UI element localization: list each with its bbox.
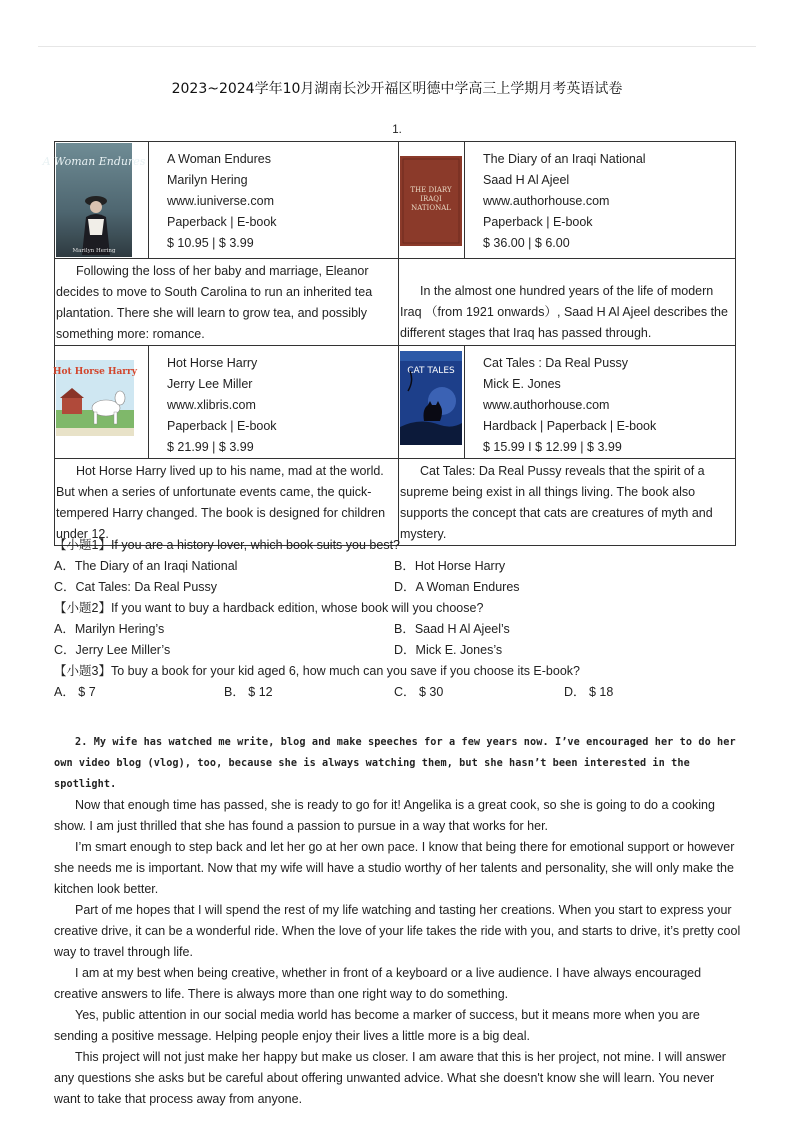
book-author: Marilyn Hering <box>167 173 248 187</box>
book-title: The Diary of an Iraqi National <box>483 152 646 166</box>
cover-title: A Woman Endures <box>42 155 146 168</box>
passage-paragraph: This project will not just make her happy but make us closer. I am aware that this is her project, not mine. I will answer any questions she asks but be careful about offering unwanted advice. What she doesn't know she will learn. You never want to take that process away from anyone. <box>54 1050 726 1106</box>
cover-title: CAT TALES <box>407 366 455 376</box>
table-row <box>55 142 736 259</box>
book-description: Cat Tales: Da Real Pussy reveals that the spirit of a supreme being exist in all things living. The book also supports the concept that cats are creatures of myth and mystery. <box>399 459 736 546</box>
book-description: In the almost one hundred years of the life of modern Iraq （from 1921 onwards）, Saad H Al Ajeel describes the different stages that Iraq has passed through. <box>399 259 736 346</box>
book-formats: Paperback | E-book <box>167 215 277 229</box>
book-title: Cat Tales : Da Real Pussy <box>483 356 628 370</box>
passage-paragraph: Now that enough time has passed, she is ready to go for it! Angelika is a great cook, so she is going to do a cooking show. I am just thrilled that she has found a passion to pursue in a way that works for her. <box>54 798 715 833</box>
reading-passage-2 <box>54 732 744 1110</box>
question-block <box>54 535 754 703</box>
book-author: Mick E. Jones <box>483 377 561 391</box>
book-prices: $ 21.99 | $ 3.99 <box>167 440 254 454</box>
question-number: 1. <box>392 124 402 136</box>
book-formats: Paperback | E-book <box>167 419 277 433</box>
book-author: Saad H Al Ajeel <box>483 173 570 187</box>
book-prices: $ 36.00 | $ 6.00 <box>483 236 570 250</box>
book-formats: Hardback | Paperback | E-book <box>483 419 657 433</box>
book-website: www.authorhouse.com <box>483 194 610 208</box>
option-d[interactable]: D．A Woman Endures <box>394 580 520 594</box>
option-row <box>54 682 754 703</box>
question-stem: 【小题3】To buy a book for your kid aged 6, how much can you save if you choose its E-book? <box>54 664 580 678</box>
book-description: Following the loss of her baby and marriage, Eleanor decides to move to South Carolina to run an inherited tea plantation. There she will learn to grow tea, and possibly something more: romance. <box>55 259 399 346</box>
book-cover-woman-endures <box>42 143 148 259</box>
book-website: www.xlibris.com <box>167 398 256 412</box>
option-row <box>54 577 754 598</box>
passage-paragraph: Part of me hopes that I will spend the rest of my life watching and tasting her creations. When you start to express your creative drive, it can be a wonderful ride. When the love of your life takes the ride with you, and starts to drive, it’s pretty cool way to travel through life. <box>54 903 741 959</box>
table-row <box>55 459 736 546</box>
header-rule <box>38 46 756 47</box>
book-title: A Woman Endures <box>167 152 271 166</box>
option-row <box>54 619 754 640</box>
book-description: Hot Horse Harry lived up to his name, mad at the world. But when a series of unfortunate events came, the quick-tempered Harry changed. The book is designed for children under 12. <box>55 459 399 546</box>
book-info <box>149 346 399 459</box>
option-b[interactable]: B．Saad H Al Ajeel’s <box>394 622 510 636</box>
book-table <box>42 141 736 546</box>
cover-author: Marilyn Hering <box>72 248 116 254</box>
option-b[interactable]: B．Hot Horse Harry <box>394 559 506 573</box>
book-prices: $ 15.99 I $ 12.99 | $ 3.99 <box>483 440 622 454</box>
book-title: Hot Horse Harry <box>167 356 258 370</box>
option-d[interactable]: D．Mick E. Jones’s <box>394 643 503 657</box>
book-cover-diary <box>399 156 464 272</box>
option-d[interactable]: D． $ 18 <box>564 685 614 699</box>
book-info <box>149 142 399 259</box>
book-cover-cell <box>399 142 465 259</box>
passage-paragraph: I’m smart enough to step back and let her go at her own pace. I know that being there for emotional support or however she needs me is important. Now that my wife will have a studio worthy of her talents and personality, she will only make the kitchen look better. <box>54 840 735 896</box>
option-row <box>54 556 754 577</box>
passage-paragraph: Yes, public attention in our social media world has become a marker of success, but it means more when you are sending a positive message. Helping people enjoy their lives a little more is a big deal. <box>54 1008 700 1043</box>
book-author: Jerry Lee Miller <box>167 377 253 391</box>
passage-intro: 2. My wife has watched me write, blog and make speeches for a few years now. I’ve encouraged her to do her own video blog (vlog), too, because she is always watching them, but she hasn’t been interested in the spotlight. <box>54 737 736 790</box>
book-prices: $ 10.95 | $ 3.99 <box>167 236 254 250</box>
option-row <box>54 640 754 661</box>
book-website: www.iuniverse.com <box>167 194 274 208</box>
passage-paragraph: I am at my best when being creative, whether in front of a keyboard or a live audience. I have always encouraged creative answers to life. There is always more than one right way to do something. <box>54 966 702 1001</box>
exam-title: 2023~2024学年10月湖南长沙开福区明德中学高三上学期月考英语试卷 <box>171 81 623 97</box>
book-info <box>465 346 736 459</box>
option-a[interactable]: A． $ 7 <box>54 685 96 699</box>
book-cover-cell <box>399 346 465 459</box>
table-row <box>55 346 736 459</box>
option-c[interactable]: C．Cat Tales: Da Real Pussy <box>54 580 218 594</box>
cover-title: Hot Horse Harry <box>52 367 138 377</box>
book-cover-cell <box>52 346 149 459</box>
option-b[interactable]: B． $ 12 <box>224 685 273 699</box>
book-cover-hot-horse-harry <box>52 360 148 472</box>
question-stem: 【小题1】If you are a history lover, which book suits you best? <box>54 538 400 552</box>
book-info <box>465 142 736 259</box>
book-cover-cat-tales <box>399 351 464 463</box>
table-row <box>55 259 736 346</box>
question-stem: 【小题2】If you want to buy a hardback edition, whose book will you choose? <box>54 601 484 615</box>
book-website: www.authorhouse.com <box>483 398 610 412</box>
cover-title: THE DIARY IRAQI NATIONAL <box>410 186 452 212</box>
option-c[interactable]: C． $ 30 <box>394 685 444 699</box>
option-a[interactable]: A．Marilyn Hering’s <box>54 622 165 636</box>
book-formats: Paperback | E-book <box>483 215 593 229</box>
book-cover-cell <box>42 142 149 259</box>
option-c[interactable]: C．Jerry Lee Miller’s <box>54 643 171 657</box>
option-a[interactable]: A．The Diary of an Iraqi National <box>54 559 238 573</box>
